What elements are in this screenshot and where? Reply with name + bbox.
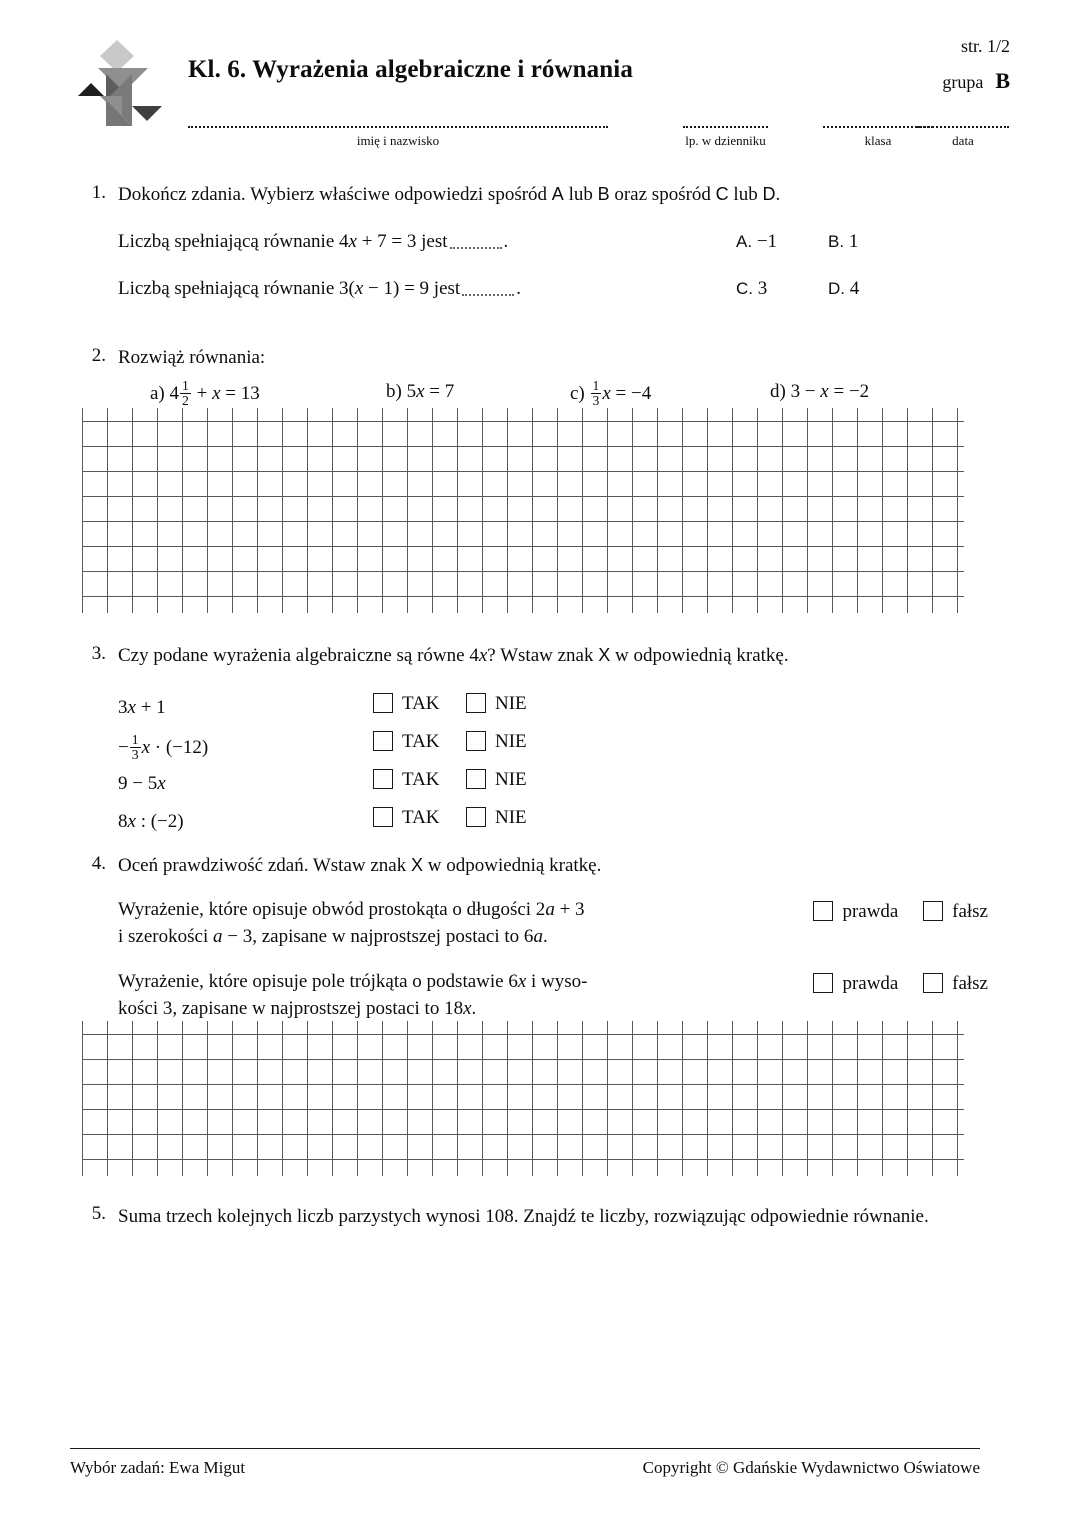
exercise-5 — [78, 1203, 988, 1231]
checkbox-box-icon[interactable] — [373, 731, 393, 751]
prompt-text-1: Dokończ zdania. Wybierz właściwe odpowiedzi spośród — [118, 184, 552, 205]
exercise-4-prompt — [118, 853, 988, 879]
exercise-5-body — [118, 1203, 988, 1231]
checkbox-tak-3[interactable] — [373, 767, 440, 793]
field-imie-i-nazwisko-line[interactable] — [188, 114, 608, 128]
checkbox-tak-2[interactable] — [373, 729, 440, 755]
variable-a: a — [533, 925, 543, 947]
prompt-text: Czy podane wyrażenia algebraiczne są równe 4 — [118, 645, 479, 666]
expression-text-cont: · (−12) — [150, 736, 209, 758]
prompt-text-cont: ? Wstaw znak — [487, 645, 599, 666]
exercise-3 — [78, 643, 988, 843]
field-imie-i-nazwisko-label: imię i nazwisko — [356, 133, 440, 148]
option-b-value: 1 — [848, 230, 859, 252]
equation-c — [570, 379, 651, 408]
variable-x: x — [348, 230, 357, 252]
checkbox-label-tak: TAK — [402, 692, 440, 714]
option-letter-d: D — [762, 184, 776, 204]
checkbox-falsz-2[interactable] — [923, 971, 988, 997]
checkbox-box-icon[interactable] — [466, 769, 486, 789]
variable-x: x — [141, 736, 150, 758]
option-c-letter: C. — [736, 278, 753, 298]
exercise-2-equations — [118, 379, 988, 411]
variable-x: x — [157, 772, 166, 794]
equation-b-rhs: = 7 — [424, 380, 455, 402]
expression-1 — [118, 695, 166, 721]
answer-blank-2[interactable] — [462, 282, 514, 296]
exercise-1-number: 1. — [91, 182, 106, 203]
statement-line2: i szerokości — [118, 925, 213, 947]
checkbox-label-tak: TAK — [402, 730, 440, 752]
exercise-4-statement-1 — [118, 897, 988, 951]
checkbox-label-nie: NIE — [495, 692, 527, 714]
exercise-1-body — [118, 182, 988, 302]
checkbox-box-icon[interactable] — [813, 973, 833, 993]
checkbox-tak-4[interactable] — [373, 805, 440, 831]
exercise-4-statement-1-text — [118, 897, 768, 951]
answer-grid-ex2-top-ticks — [82, 408, 964, 421]
expression-text: 8 — [118, 810, 128, 832]
exercise-4-checkboxes-2 — [813, 971, 988, 1001]
expression-sign: − — [118, 736, 129, 758]
footer-copyright: Copyright © Gdańskie Wydawnictwo Oświatowe — [642, 1458, 980, 1477]
checkbox-label-nie: NIE — [495, 768, 527, 790]
exercise-1-row — [118, 276, 988, 302]
exercise-5-text: Suma trzech kolejnych liczb parzystych wynosi 108. Znajdź te liczby, rozwiązując odpowiednie równanie. — [118, 1206, 929, 1227]
answer-grid-ex4-bottom-ticks — [82, 1160, 964, 1176]
exercise-4-statement-2-text — [118, 969, 768, 1023]
option-letter-a: A — [551, 184, 564, 204]
exercise-4 — [78, 853, 988, 1023]
exercise-3-prompt — [118, 643, 988, 669]
exercise-2-number: 2. — [91, 345, 106, 366]
fraction-denominator: 3 — [592, 392, 600, 408]
fraction-numerator: 1 — [131, 731, 139, 747]
exercise-1-statement-1 — [118, 229, 508, 255]
checkbox-nie-4[interactable] — [466, 805, 527, 831]
option-b-letter: B. — [828, 231, 845, 251]
checkbox-box-icon[interactable] — [923, 901, 943, 921]
variable-x: x — [127, 696, 136, 718]
checkbox-prawda-2[interactable] — [813, 971, 898, 997]
checkbox-box-icon[interactable] — [466, 693, 486, 713]
page-header — [70, 28, 1010, 153]
prompt-text-4: lub — [728, 184, 763, 205]
option-c-value: 3 — [757, 277, 768, 299]
checkbox-label-falsz: fałsz — [952, 900, 988, 922]
mark-symbol-x: X — [598, 645, 611, 665]
prompt-text: Oceń prawdziwość zdań. Wstaw znak — [118, 855, 411, 876]
footer-divider — [70, 1448, 980, 1449]
statement-text: Liczbą spełniającą równanie 4 — [118, 230, 349, 252]
group-value: B — [995, 68, 1010, 93]
statement-line1-cont: + 3 — [554, 898, 585, 920]
checkbox-box-icon[interactable] — [373, 769, 393, 789]
equation-a-operator: + — [191, 382, 213, 404]
variable-x: x — [517, 970, 527, 992]
checkbox-label-tak: TAK — [402, 806, 440, 828]
exercise-4-body — [118, 853, 988, 1023]
prompt-text-end: w odpowiednią kratkę. — [423, 855, 602, 876]
expression-text-cont: + 1 — [135, 696, 166, 718]
statement-period: . — [503, 230, 509, 252]
variable-x: x — [354, 277, 364, 299]
field-data-label: data — [952, 133, 974, 148]
footer-author: Wybór zadań: Ewa Migut — [70, 1458, 246, 1477]
checkbox-label-prawda: prawda — [842, 972, 899, 994]
exercise-3-number: 3. — [91, 643, 106, 664]
exercise-4-checkboxes-1 — [813, 899, 988, 929]
field-lp-w-dzienniku-label: lp. w dzienniku — [685, 133, 766, 148]
field-data-line[interactable] — [917, 114, 1009, 128]
statement-line1-cont: i wyso- — [526, 970, 588, 992]
statement-line2: kości 3, zapisane w najprostszej postaci to 18 — [118, 997, 464, 1019]
expression-text-cont: : (−2) — [135, 810, 184, 832]
exercise-3-item — [118, 767, 988, 805]
page-number-label: str. 1/2 — [960, 36, 1010, 56]
checkbox-box-icon[interactable] — [466, 731, 486, 751]
expression-3 — [118, 771, 166, 797]
checkbox-box-icon[interactable] — [923, 973, 943, 993]
exercise-1-option-b[interactable] — [828, 229, 858, 255]
variable-x: x — [463, 997, 472, 1019]
statement-text: Liczbą spełniającą równanie 3( — [118, 277, 355, 299]
exercise-1-option-d[interactable] — [828, 276, 859, 302]
variable-x: x — [212, 382, 221, 404]
exercise-1-prompt — [118, 182, 988, 208]
statement-line1: Wyrażenie, które opisuje pole trójkąta o podstawie 6 — [118, 970, 518, 992]
checkbox-label-nie: NIE — [495, 806, 527, 828]
option-d-value: 4 — [849, 277, 860, 299]
equation-c-label: c) — [570, 382, 585, 404]
statement-period: . — [516, 277, 521, 299]
field-data[interactable] — [908, 114, 1018, 149]
equation-d-lead: 3 − — [790, 380, 821, 402]
checkbox-box-icon[interactable] — [373, 693, 393, 713]
statement-text-cont: − 1) = 9 jest — [363, 277, 461, 299]
student-info-fields — [70, 114, 1010, 154]
equation-d-label: d) — [770, 380, 786, 402]
option-d-letter: D. — [828, 278, 845, 298]
exercise-1-option-a[interactable] — [736, 229, 777, 255]
checkbox-nie-3[interactable] — [466, 767, 527, 793]
equation-a-label: a) — [150, 382, 165, 404]
checkbox-tak-1[interactable] — [373, 691, 440, 717]
checkbox-prawda-1[interactable] — [813, 899, 898, 925]
variable-x: x — [478, 645, 488, 666]
checkbox-box-icon[interactable] — [373, 807, 393, 827]
equation-a — [150, 379, 260, 408]
exercise-1-statement-2 — [118, 276, 521, 302]
equation-d — [770, 379, 869, 405]
exercise-5-number: 5. — [91, 1203, 106, 1224]
statement-line2-end: . — [542, 925, 548, 947]
checkbox-nie-1[interactable] — [466, 691, 527, 717]
checkbox-box-icon[interactable] — [466, 807, 486, 827]
exercise-3-item — [118, 729, 988, 767]
page-title: Kl. 6. Wyrażenia algebraiczne i równania — [188, 56, 633, 83]
answer-grid-ex2-bottom-ticks — [82, 597, 964, 613]
checkbox-nie-2[interactable] — [466, 729, 527, 755]
variable-x: x — [820, 380, 829, 402]
equation-b — [386, 379, 454, 405]
variable-a: a — [545, 898, 555, 920]
equation-b-label: b) — [386, 380, 402, 402]
variable-x: x — [602, 382, 611, 404]
exercise-1-row — [118, 229, 988, 255]
fraction-denominator: 2 — [182, 392, 189, 408]
fraction-one-third — [591, 379, 602, 408]
statement-line2-end: . — [471, 997, 477, 1019]
group-indicator — [942, 68, 1010, 94]
option-letter-b: B — [597, 184, 610, 204]
group-label: grupa — [942, 72, 984, 92]
exercise-3-item — [118, 691, 988, 729]
expression-text: 3 — [118, 696, 128, 718]
fraction-one-third — [130, 733, 141, 762]
fraction-numerator: 1 — [182, 377, 189, 393]
exercise-2-prompt: Rozwiąż równania: — [118, 347, 266, 368]
checkbox-falsz-1[interactable] — [923, 899, 988, 925]
option-a-value: −1 — [756, 230, 778, 252]
statement-text-cont: + 7 = 3 jest — [356, 230, 448, 252]
exercise-2 — [78, 345, 988, 411]
exercise-3-item — [118, 805, 988, 843]
checkbox-label-nie: NIE — [495, 730, 527, 752]
answer-grid-ex4[interactable] — [82, 1034, 964, 1160]
checkbox-label-tak: TAK — [402, 768, 440, 790]
field-lp-w-dzienniku-line[interactable] — [683, 114, 768, 128]
prompt-text-5: . — [775, 184, 781, 205]
equation-c-rhs: = −4 — [610, 382, 652, 404]
prompt-text-2: lub — [563, 184, 598, 205]
variable-x: x — [416, 380, 425, 402]
field-imie-i-nazwisko[interactable] — [188, 114, 608, 149]
exercise-1-option-c[interactable] — [736, 276, 767, 302]
prompt-text-end: w odpowiednią kratkę. — [610, 645, 789, 666]
expression-4 — [118, 809, 184, 835]
variable-a: a — [212, 925, 223, 947]
variable-x: x — [127, 810, 136, 832]
exercise-2-body — [118, 345, 988, 411]
field-klasa-label: klasa — [864, 133, 892, 148]
exercise-3-body — [118, 643, 988, 843]
answer-grid-ex4-top-ticks — [82, 1021, 964, 1034]
exercise-1 — [78, 182, 988, 302]
exercise-4-number: 4. — [91, 853, 106, 874]
checkbox-label-falsz: fałsz — [952, 972, 988, 994]
mark-symbol-x: X — [410, 855, 423, 875]
prompt-text-3: oraz spośród — [609, 184, 716, 205]
answer-blank-1[interactable] — [450, 235, 502, 249]
mixed-fraction-half — [180, 379, 191, 408]
equation-a-rhs: = 13 — [220, 382, 260, 404]
equation-b-coefficient: 5 — [406, 380, 417, 402]
fraction-denominator: 3 — [131, 746, 139, 762]
statement-line2-cont: − 3, zapisane w najprostszej postaci to 6 — [222, 925, 534, 947]
option-letter-c: C — [715, 184, 729, 204]
answer-grid-ex2[interactable] — [82, 421, 964, 597]
checkbox-label-prawda: prawda — [842, 900, 899, 922]
fraction-numerator: 1 — [592, 377, 600, 393]
option-a-letter: A. — [736, 231, 753, 251]
expression-text: 9 − 5 — [118, 772, 158, 794]
checkbox-box-icon[interactable] — [813, 901, 833, 921]
equation-a-whole: 4 — [169, 382, 180, 404]
exercise-4-statement-2 — [118, 969, 988, 1023]
expression-2 — [118, 733, 208, 762]
statement-line1: Wyrażenie, które opisuje obwód prostokąta o długości 2 — [118, 898, 546, 920]
equation-d-rhs: = −2 — [828, 380, 870, 402]
